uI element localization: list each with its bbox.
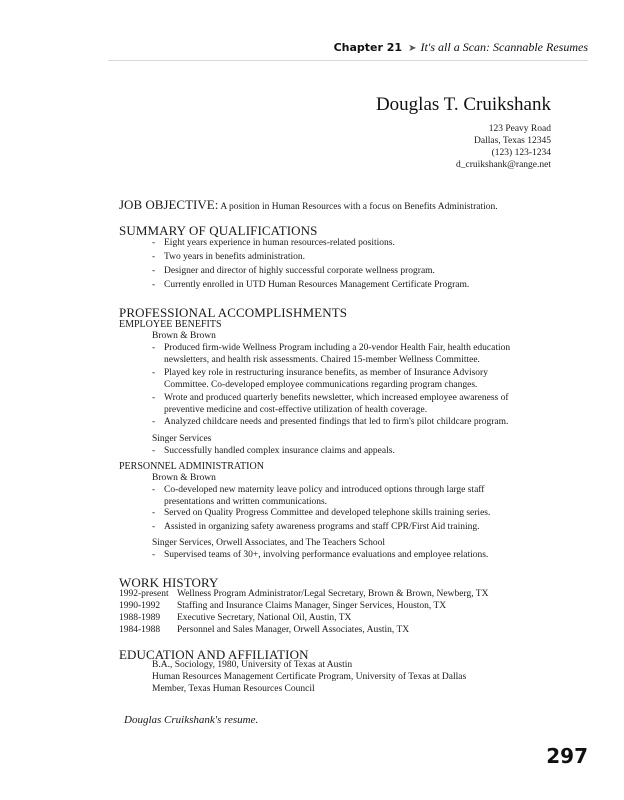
accomplishments-heading: PROFESSIONAL ACCOMPLISHMENTS — [119, 305, 348, 320]
objective-label: JOB OBJECTIVE: — [119, 197, 219, 212]
email: d_cruikshank@range.net — [455, 160, 551, 170]
figure-caption: Douglas Cruikshank's resume. — [124, 714, 259, 726]
personnel-admin-heading: PERSONNEL ADMINISTRATION — [119, 461, 264, 472]
running-header-text — [334, 40, 588, 55]
chevron-right-icon: ➤ — [408, 43, 417, 54]
summary-heading: SUMMARY OF QUALIFICATIONS — [119, 223, 318, 238]
education-entry: Member, Texas Human Resources Council — [152, 684, 315, 694]
accomplishment-item: - Played key role in restructuring insurance benefits, as member of Insurance Advisory Committee. Co-developed employee communications regarding program changes. — [152, 368, 488, 391]
accomplishment-item: - Assisted in organizing safety awareness programs and staff CPR/First Aid training. — [152, 522, 480, 532]
summary-item: - Designer and director of highly successful corporate wellness program. — [152, 266, 435, 276]
summary-item: - Currently enrolled in UTD Human Resources Management Certificate Program. — [152, 280, 470, 290]
employer-name: Singer Services — [152, 434, 212, 444]
accomplishment-item: - Co-developed new maternity leave policy and introduced options through large staff presentations and written communications. — [152, 485, 485, 508]
contact-block — [456, 123, 551, 171]
work-entry: 1992-present Wellness Program Administrator/Legal Secretary, Brown & Brown, Newberg, TX — [119, 589, 489, 599]
work-history-heading: WORK HISTORY — [119, 575, 219, 590]
education-entry: B.A., Sociology, 1980, University of Texas at Austin — [152, 660, 353, 670]
chapter-title: It's all a Scan: Scannable Resumes — [420, 40, 588, 54]
summary-item: - Eight years experience in human resources-related positions. — [152, 238, 395, 248]
work-entry: 1988-1989 Executive Secretary, National Oil, Austin, TX — [119, 613, 352, 623]
accomplishment-item: - Produced firm-wide Wellness Program including a 20-vendor Health Fair, health education newsletters, and health risk assessments. Chaired 15-member Wellness Committee. — [152, 343, 511, 366]
running-header — [108, 40, 588, 61]
employee-benefits-heading: EMPLOYEE BENEFITS — [119, 319, 222, 330]
page-number: 297 — [546, 744, 588, 768]
resume-name: Douglas T. Cruikshank — [375, 94, 551, 115]
education-heading: EDUCATION AND AFFILIATION — [119, 647, 309, 662]
accomplishment-item: - Supervised teams of 30+, involving performance evaluations and employee relations. — [152, 550, 489, 560]
employer-name: Brown & Brown — [152, 473, 216, 483]
work-entry: 1984-1988 Personnel and Sales Manager, Orwell Associates, Austin, TX — [119, 625, 410, 635]
address-line-1: 123 Peavy Road — [488, 124, 551, 134]
accomplishment-item: - Analyzed childcare needs and presented findings that led to firm's pilot childcare program. — [152, 417, 509, 427]
education-entry: Human Resources Management Certificate Program, University of Texas at Dallas — [152, 672, 467, 682]
address-line-2: Dallas, Texas 12345 — [474, 136, 551, 146]
work-entry: 1990-1992 Staffing and Insurance Claims Manager, Singer Services, Houston, TX — [119, 601, 447, 611]
accomplishment-item: - Successfully handled complex insurance claims and appeals. — [152, 446, 395, 456]
employer-name: Singer Services, Orwell Associates, and The Teachers School — [152, 538, 385, 548]
summary-item: - Two years in benefits administration. — [152, 252, 306, 262]
job-objective — [119, 196, 498, 214]
objective-text: A position in Human Resources with a focus on Benefits Administration. — [220, 202, 498, 212]
employer-name: Brown & Brown — [152, 331, 216, 341]
chapter-label: Chapter 21 — [333, 41, 403, 54]
phone: (123) 123-1234 — [491, 148, 551, 158]
accomplishment-item: - Served on Quality Progress Committee and developed telephone skills training series. — [152, 508, 491, 518]
accomplishment-item: - Wrote and produced quarterly benefits newsletter, which increased employee awareness of preventive medicine and cost-effective utilization of health coverage. — [152, 393, 509, 416]
